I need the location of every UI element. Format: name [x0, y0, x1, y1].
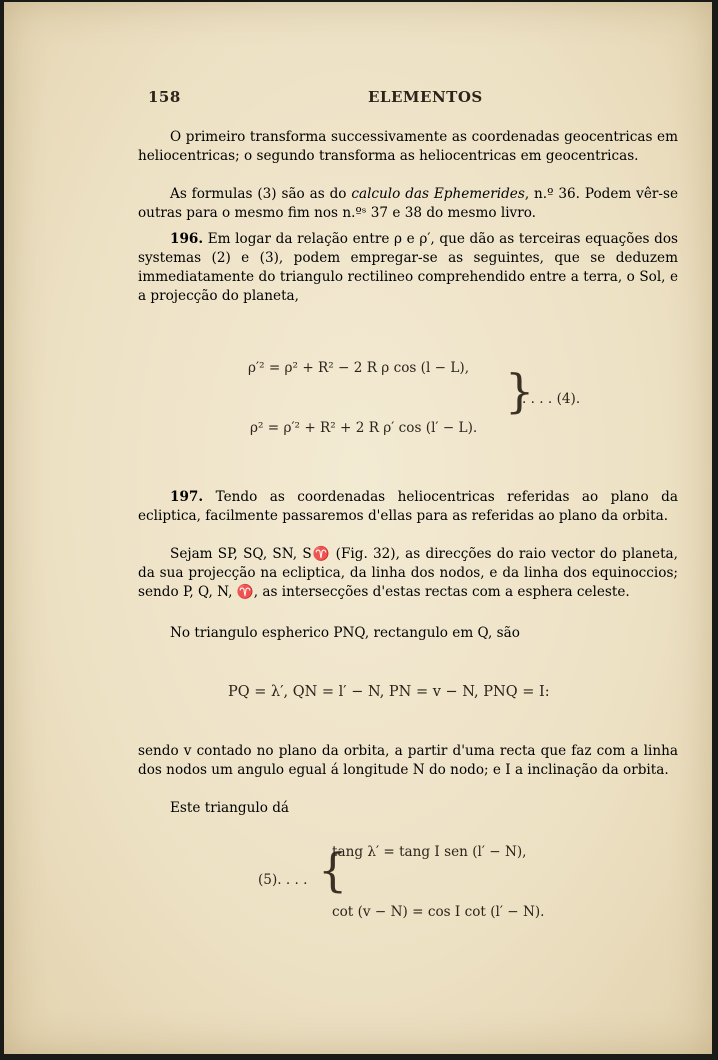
paragraph-6-text: No triangulo espherico PNQ, rectangulo em Q, são — [170, 625, 520, 641]
page-number: 158 — [148, 88, 181, 106]
paragraph-2 — [138, 185, 678, 223]
paragraph-3-text: Em logar da relação entre ρ e ρ′, que dão as terceiras equações dos systemas (2) e (3), podem empregar-se as seguintes, que se deduzem immediatamente do triangulo rectilineo comprehendido entre a terra, o Sol, e a projecção do planeta, — [138, 231, 678, 304]
equation-4-label: . . . . (4). — [522, 391, 581, 407]
section-number-196: 196. — [170, 231, 204, 247]
equation-5-label: (5). . . . — [258, 872, 308, 888]
equation-5-brace: { — [318, 843, 348, 897]
paragraph-6 — [138, 624, 678, 643]
section-number-197: 197. — [170, 489, 204, 505]
running-title: ELEMENTOS — [368, 88, 483, 106]
triangle-relations: PQ = λ′, QN = l′ − N, PN = v − N, PNQ = I: — [228, 684, 550, 700]
equation-4-line-1: ρ′² = ρ² + R² − 2 R ρ cos (l − L), — [248, 360, 470, 376]
paragraph-4-text: Tendo as coordenadas heliocentricas referidas ao plano da ecliptica, facilmente passaremos d'ellas para as referidas ao plano da orbita. — [138, 489, 678, 524]
paragraph-8 — [138, 799, 678, 818]
equation-5-line-1: tang λ′ = tang I sen (l′ − N), — [332, 844, 527, 860]
equation-4-line-2: ρ² = ρ′² + R² + 2 R ρ′ cos (l′ − L). — [250, 420, 478, 436]
equation-5-line-2: cot (v − N) = cos I cot (l′ − N). — [332, 904, 545, 920]
paragraph-1 — [138, 128, 678, 166]
paragraph-3 — [138, 230, 678, 306]
paragraph-1-text: O primeiro transforma successivamente as coordenadas geocentricas em heliocentricas; o segundo transforma as heliocentricas em geocentricas. — [138, 129, 678, 164]
paragraph-8-text: Este triangulo dá — [170, 800, 290, 816]
paragraph-5-text: Sejam SP, SQ, SN, S♈ (Fig. 32), as direcções do raio vector do planeta, da sua projecção na ecliptica, da linha dos nodos, e da linha dos equinoccios; sendo P, Q, N, ♈, as intersecções d'estas rectas com a esphera celeste. — [138, 546, 678, 600]
paragraph-7-text: sendo v contado no plano da orbita, a partir d'uma recta que faz com a linha dos nodos um angulo egual á longitude N do nodo; e I a inclinação da orbita. — [138, 743, 678, 778]
equation-4-brace: } — [505, 364, 535, 418]
paragraph-7 — [138, 742, 678, 780]
paragraph-2-text-b: , n.º 36. Podem vêr-se outras para o mesmo fim nos n.ºˢ 37 e 38 do mesmo livro. — [138, 186, 678, 221]
paragraph-5 — [138, 545, 678, 602]
paragraph-2-emphasis: calculo das Ephemerides — [351, 186, 525, 202]
paragraph-4 — [138, 488, 678, 526]
paragraph-2-text-a: As formulas (3) são as do — [170, 186, 352, 202]
